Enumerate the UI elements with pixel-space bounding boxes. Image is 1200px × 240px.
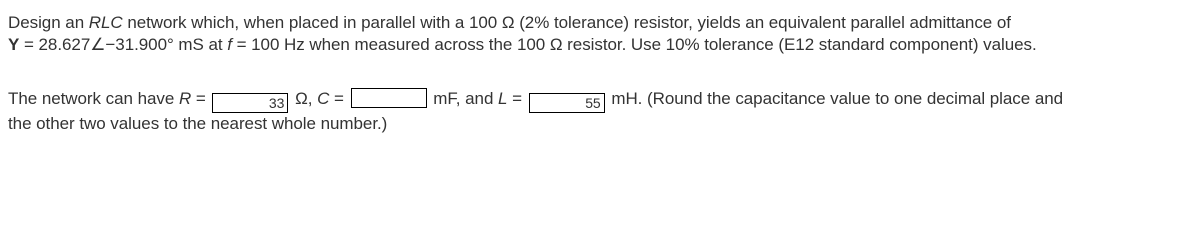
admittance-symbol: Y xyxy=(8,35,20,54)
frequency-symbol: f xyxy=(227,35,232,54)
equals-sign: = xyxy=(329,89,349,108)
prompt-line-1 xyxy=(8,88,1193,113)
prompt-text: The network can have xyxy=(8,89,179,108)
question-text xyxy=(8,12,1193,56)
inductance-unit: mH. (Round the capacitance value to one decimal place and xyxy=(606,89,1064,108)
question-line-1 xyxy=(8,12,1193,34)
question-line-2 xyxy=(8,34,1193,56)
question-text-part: Design an xyxy=(8,13,89,32)
inductance-symbol: L xyxy=(498,89,508,108)
resistance-unit: Ω, xyxy=(290,89,318,108)
question-text-part: = 28.627∠−31.900° mS at xyxy=(19,35,228,54)
inductance-input[interactable]: 55 xyxy=(529,93,605,113)
prompt-line-2: the other two values to the nearest whole number.) xyxy=(8,114,388,133)
capacitance-input[interactable] xyxy=(351,88,427,108)
answer-prompt xyxy=(8,88,1193,135)
equals-sign: = xyxy=(191,89,211,108)
capacitance-unit: mF, and xyxy=(428,89,499,108)
resistance-input[interactable]: 33 xyxy=(212,93,288,113)
equals-sign: = xyxy=(507,89,527,108)
capacitance-symbol: C xyxy=(317,89,330,108)
question-text-part: network which, when placed in parallel with a 100 Ω (2% tolerance) resistor, yields an equivalent parallel admittance of xyxy=(122,13,1011,32)
resistance-symbol: R xyxy=(178,89,192,108)
question-text-part: = 100 Hz when measured across the 100 Ω resistor. Use 10% tolerance (E12 standard component) values. xyxy=(231,35,1037,54)
rlc-term: RLC xyxy=(88,13,123,32)
